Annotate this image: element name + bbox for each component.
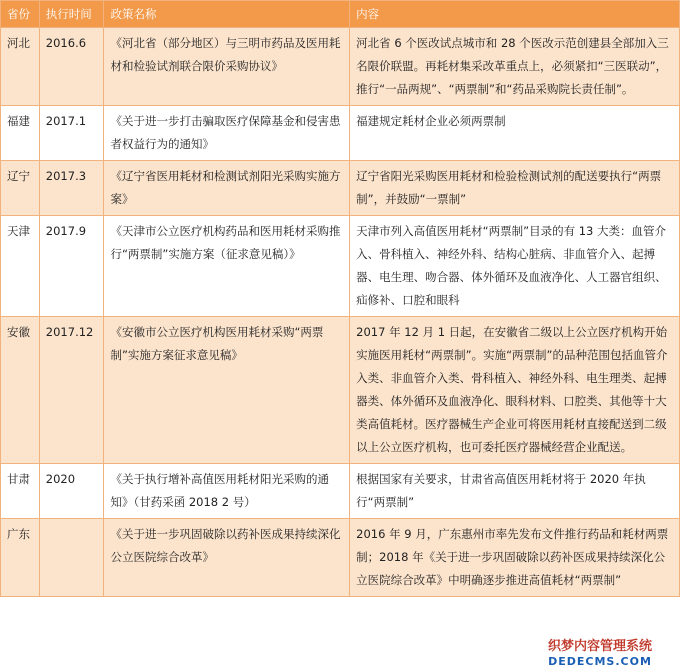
cell-content: 河北省 6 个医改试点城市和 28 个医改示范创建县全部加入三名限价联盟。再耗材集采改革重点上，必须紧扣“三医联动”，推行“一品两规”、“两票制”和“药品采购院长责任制”。: [350, 28, 680, 106]
header-date: 执行时间: [39, 1, 104, 28]
cell-policy: 《辽宁省医用耗材和检测试剂阳光采购实施方案》: [104, 161, 350, 216]
table-row: [1, 106, 680, 161]
watermark-title: 织梦内容管理系统: [547, 639, 652, 654]
cell-province: 福建: [1, 106, 40, 161]
cell-content: 2016 年 9 月，广东惠州市率先发布文件推行药品和耗材两票制；2018 年《关于进一步巩固破除以药补医成果持续深化公立医院综合改革》中明确逐步推进高值耗材“两票制”: [350, 519, 680, 597]
table-header-row: [1, 1, 680, 28]
cell-policy: 《关于执行增补高值医用耗材阳光采购的通知》（甘药采函 2018 2 号）: [104, 464, 350, 519]
cell-date: 2017.3: [39, 161, 104, 216]
cell-province: 天津: [1, 216, 40, 317]
cell-date: 2017.9: [39, 216, 104, 317]
table-row: [1, 216, 680, 317]
watermark-domain: DEDECMS.COM: [548, 655, 652, 668]
cell-province: 辽宁: [1, 161, 40, 216]
cell-date: 2020: [39, 464, 104, 519]
table-row: [1, 464, 680, 519]
cell-policy: 《关于进一步打击骗取医疗保障基金和侵害患者权益行为的通知》: [104, 106, 350, 161]
cell-province: 甘肃: [1, 464, 40, 519]
watermark: [524, 639, 676, 668]
cell-policy: 《安徽市公立医疗机构医用耗材采购“两票制”实施方案征求意见稿》: [104, 317, 350, 464]
header-province: 省份: [1, 1, 40, 28]
cell-policy: 《天津市公立医疗机构药品和医用耗材采购推行“两票制”实施方案（征求意见稿）》: [104, 216, 350, 317]
cell-policy: 《关于进一步巩固破除以药补医成果持续深化公立医院综合改革》: [104, 519, 350, 597]
cell-content: 2017 年 12 月 1 日起，在安徽省二级以上公立医疗机构开始实施医用耗材“两票制”。实施“两票制”的品种范围包括血管介入类、非血管介入类、骨科植入、神经外科、电生理类、起搏器类、体外循环及血液净化、眼科材料、口腔类、其他等十大类高值耗材。医疗器械生产企业可将医用耗材直接配送到二级以上公立医疗机构，也可委托医疗器械经营企业配送。: [350, 317, 680, 464]
cell-content: 根据国家有关要求，甘肃省高值医用耗材将于 2020 年执行“两票制”: [350, 464, 680, 519]
header-policy: 政策名称: [104, 1, 350, 28]
cell-content: 辽宁省阳光采购医用耗材和检验检测试剂的配送要执行“两票制”，并鼓励“一票制”: [350, 161, 680, 216]
cell-date: 2016.6: [39, 28, 104, 106]
table-row: [1, 317, 680, 464]
table-row: [1, 28, 680, 106]
table-row: [1, 519, 680, 597]
cell-province: 河北: [1, 28, 40, 106]
cell-province: 广东: [1, 519, 40, 597]
cell-date: 2017.1: [39, 106, 104, 161]
cell-date: [39, 519, 104, 597]
table-row: [1, 161, 680, 216]
cell-province: 安徽: [1, 317, 40, 464]
header-content: 内容: [350, 1, 680, 28]
cell-policy: 《河北省（部分地区）与三明市药品及医用耗材和检验试剂联合限价采购协议》: [104, 28, 350, 106]
cell-content: 天津市列入高值医用耗材“两票制”目录的有 13 大类：血管介入、骨科植入、神经外科、结构心脏病、非血管介入、起搏器、电生理、吻合器、体外循环及血液净化、人工器官组织、疝修补、口腔和眼科: [350, 216, 680, 317]
cell-content: 福建规定耗材企业必须两票制: [350, 106, 680, 161]
cell-date: 2017.12: [39, 317, 104, 464]
